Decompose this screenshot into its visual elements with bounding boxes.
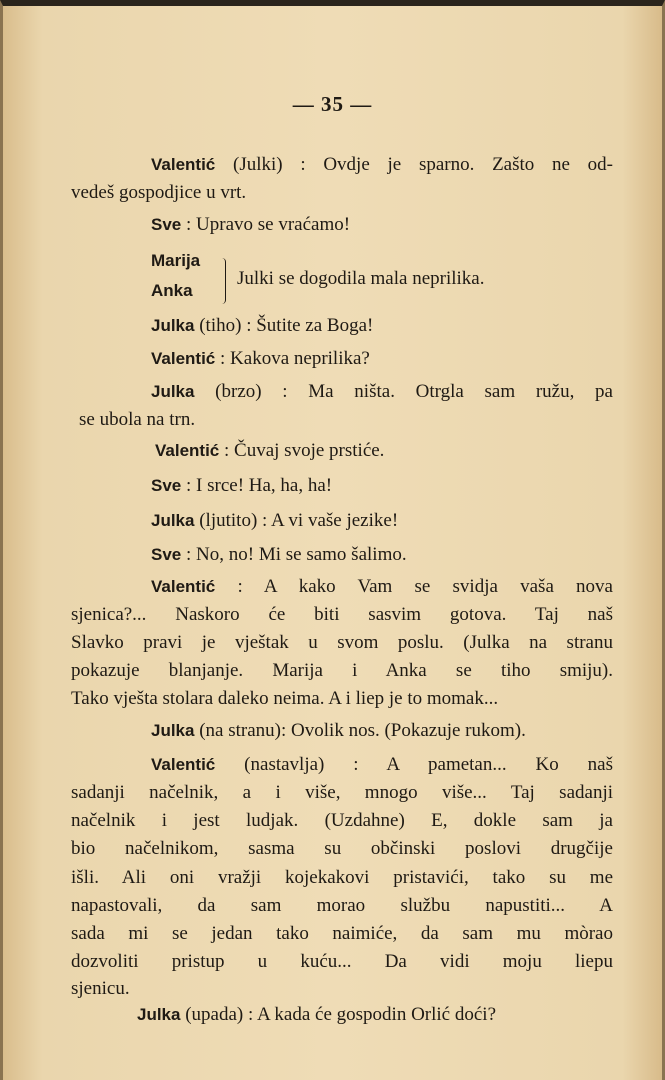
text-line [71,867,613,889]
text-line [151,348,613,370]
page-number: — 35 — [292,92,373,116]
text-line [71,951,613,973]
speaker-name: Julka [151,511,195,530]
line-text: : I srce! Ha, ha, ha! [181,475,333,496]
line-text: : Kakova neprilika? [215,348,370,369]
line-text: sjenicu. [71,978,130,999]
speaker-name: Sve [151,545,182,564]
line-text: : A kako Vam se svidja vaša nova [215,576,613,597]
text-line [151,720,613,742]
speaker-name: Valentić [151,577,216,596]
text-line [71,660,613,682]
speaker-name: Sve [151,215,182,234]
line-text: napastovali, da sam morao službu napustiti... A [71,895,613,916]
text-line [151,315,613,337]
speaker-name: Marija [151,251,201,270]
line-text: (na stranu): Ovolik nos. (Pokazuje rukom). [194,720,526,741]
line-text: išli. Ali oni vražji kojekakovi pristavići, tako su me [71,867,613,888]
text-line [137,1004,613,1026]
line-text: Tako vješta stolara daleko neima. A i liep je to momak... [71,688,499,709]
text-line [71,632,613,654]
line-text: (tiho) : Šutite za Boga! [194,315,374,336]
line-text: Slavko pravi je vještak u svom poslu. (Julka na stranu [71,632,613,653]
line-text: : No, no! Mi se samo šalimo. [181,544,407,565]
text-line [71,782,613,804]
text-line [71,923,613,945]
line-text: Julki se dogodila mala neprilika. [237,268,485,289]
speaker-name: Julka [151,316,195,335]
line-text: (ljutito) : A vi vaše jezike! [194,510,399,531]
line-text: pokazuje blanjanje. Marija i Anka se tiho smiju). [71,660,613,681]
speaker-line-anka [151,280,613,302]
line-text: (Julki) : Ovdje je sparno. Zašto ne od- [215,154,613,175]
text-line [71,604,613,626]
speaker-name: Julka [137,1005,181,1024]
text-line [151,381,613,403]
text-line [71,978,613,1000]
speaker-name: Valentić [151,349,216,368]
line-text: (upada) : A kada će gospodin Orlić doći? [180,1004,496,1025]
text-line [151,576,613,598]
line-text: sjenica?... Naskoro će biti sasvim gotova. Taj naš [71,604,613,625]
line-text: (nastavlja) : A pametan... Ko naš [215,754,613,775]
text-line [155,440,613,462]
speaker-name: Sve [151,476,182,495]
text-line [79,409,621,431]
line-text: sada mi se jedan tako naimiće, da sam mu mòrao [71,923,613,944]
line-text: : Čuvaj svoje prstiće. [219,440,385,461]
text-line [151,214,613,236]
line-text: načelnik i jest ludjak. (Uzdahne) E, dokle sam ja [71,810,613,831]
text-line [71,182,613,204]
speaker-name: Julka [151,721,195,740]
line-text: dozvoliti pristup u kuću... Da vidi moju liepu [71,951,613,972]
text-line [151,544,613,566]
line-text: bio načelnikom, sasma su občinski poslovi drugčije [71,838,613,859]
text-line [151,754,613,776]
speaker-name: Valentić [155,441,220,460]
text-line [151,475,613,497]
text-line [151,510,613,532]
line-text: : Upravo se vraćamo! [181,214,351,235]
line-text: sadanji načelnik, a i više, mnogo više... Taj sadanji [71,782,613,803]
line-text: se ubola na trn. [79,409,196,430]
speaker-name: Valentić [151,155,216,174]
text-line [71,810,613,832]
speaker-name: Valentić [151,755,216,774]
line-text: vedeš gospodjice u vrt. [71,182,247,203]
text-line [71,895,613,917]
text-line [71,688,613,710]
text-line [71,838,613,860]
speaker-name: Anka [151,281,193,300]
line-text: (brzo) : Ma ništa. Otrgla sam ružu, pa [194,381,613,402]
text-line [151,154,613,176]
speaker-name: Julka [151,382,195,401]
